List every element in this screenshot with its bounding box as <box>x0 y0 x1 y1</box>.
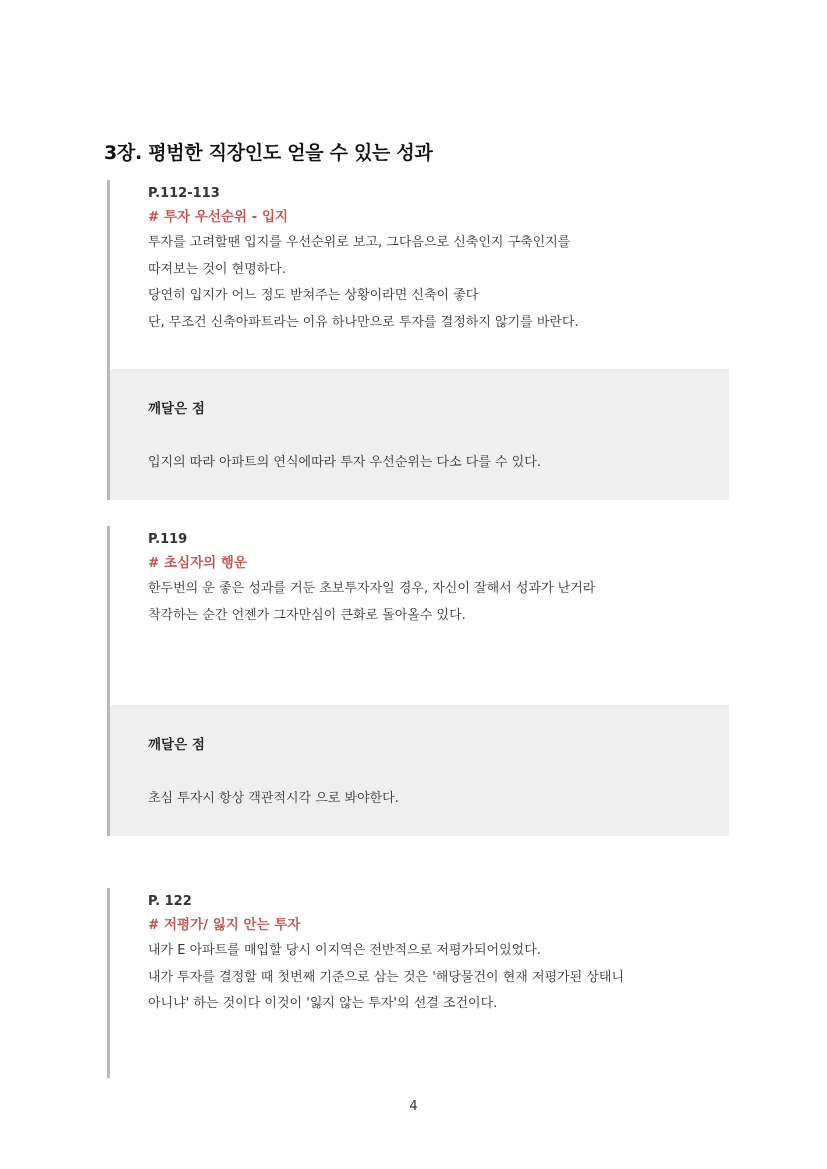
body-line: 아니냐' 하는 것이다 이것이 '잃지 않는 투자'의 선결 조건이다. <box>148 996 498 1011</box>
body-line: 내가 E 아파트를 매입할 당시 이지역은 전반적으로 저평가되어있었다. <box>148 943 541 958</box>
realization-title: 깨달은 점 <box>148 737 205 753</box>
realization-box <box>110 369 729 500</box>
realization-box <box>110 705 729 836</box>
page-reference: P. 122 <box>148 894 192 909</box>
chapter-title: 3장. 평범한 직장인도 얻을 수 있는 성과 <box>104 142 433 164</box>
topic-heading: # 저평가/ 잃지 안는 투자 <box>148 917 301 933</box>
body-line: 투자를 고려할땐 입지를 우선순위로 보고, 그다음으로 신축인지 구축인지를 <box>148 235 571 250</box>
page-reference: P.112-113 <box>148 186 220 201</box>
body-line: 당연히 입지가 어느 정도 받쳐주는 상황이라면 신축이 좋다 <box>148 288 479 303</box>
topic-heading: # 초심자의 행운 <box>148 555 247 571</box>
body-line: 단, 무조건 신축아파트라는 이유 하나만으로 투자를 결정하지 않기를 바란다. <box>148 314 579 330</box>
body-line: 한두번의 운 좋은 성과를 거둔 초보투자자일 경우, 자신이 잘해서 성과가 난거라 <box>148 581 596 596</box>
note-section <box>107 180 729 500</box>
note-section <box>107 526 729 836</box>
body-line: 착각하는 순간 언젠가 그자만심이 큰화로 돌아올수 있다. <box>148 607 466 623</box>
topic-heading: # 투자 우선순위 - 입지 <box>148 209 289 225</box>
note-section <box>107 888 729 1078</box>
body-line: 내가 투자를 결정할 때 첫번째 기준으로 삼는 것은 '해당물건이 현재 저평가된 상태니 <box>148 969 625 985</box>
realization-title: 깨달은 점 <box>148 401 205 417</box>
realization-text: 입지의 따라 아파트의 연식에따라 투자 우선순위는 다소 다를 수 있다. <box>148 455 541 470</box>
body-line: 따져보는 것이 현명하다. <box>148 261 286 277</box>
page-number: 4 <box>409 1099 418 1114</box>
realization-text: 초심 투자시 항상 객관적시각 으로 봐야한다. <box>148 791 399 806</box>
page-reference: P.119 <box>148 532 188 547</box>
